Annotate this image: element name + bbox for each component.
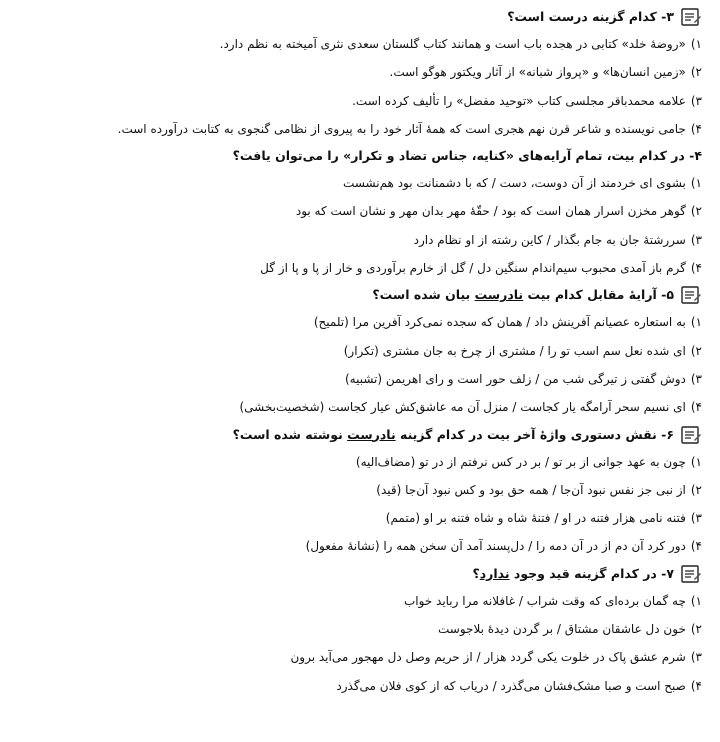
question-3-heading [18,4,702,30]
question-5 [18,282,702,421]
option-4-4[interactable] [18,254,702,282]
option-6-2[interactable] [18,476,702,504]
option-7-4[interactable] [18,672,702,700]
option-number: ۲) [690,65,702,80]
option-number: ۲) [690,343,702,358]
option-3-2[interactable] [18,58,702,86]
option-5-3[interactable] [18,365,702,393]
option-number: ۳) [690,511,702,526]
question-3-title: ۳- کدام گزینه درست است؟ [507,9,674,24]
option-number: ۱) [690,315,702,330]
note-icon [680,564,702,584]
title-part: بیان شده است؟ [372,287,475,303]
option-number: ۴) [690,539,702,554]
note-icon [680,425,702,445]
option-text: گوهر مخزن اسرار همان است که بود / حقّهٔ مهر بدان مهر و نشان است که بود [295,204,686,219]
title-emphasis: نادرست [474,287,524,303]
option-number: ۳) [690,232,702,247]
option-7-2[interactable] [18,615,702,643]
option-6-1[interactable] [18,448,702,476]
question-5-title [372,282,674,308]
option-text: بشوی ای خردمند از آن دوست، دست / که با دشمنانت بود هم‌نشست [343,176,686,191]
option-7-3[interactable] [18,643,702,671]
option-number: ۳) [690,371,702,386]
question-7-title [472,561,674,587]
option-text: جامی نویسنده و شاعر قرن نهم هجری است که همهٔ آثار خود را به پیروی از نظامی گنجوی به کتابت درآورده است. [117,121,686,136]
option-7-1[interactable] [18,587,702,615]
option-text: دور کرد آن دم از در آن دمه را / دل‌پسند آمد آن سخن همه را (نشانهٔ مفعول) [305,539,686,554]
option-number: ۴) [690,678,702,693]
option-number: ۴) [690,261,702,276]
option-6-4[interactable] [18,532,702,560]
option-text: شرم عشق پاک در خلوت یکی گردد هزار / از حریم وصل دل مهجور می‌آید برون [290,650,686,665]
option-4-1[interactable] [18,169,702,197]
option-number: ۱) [690,454,702,469]
option-number: ۳) [690,93,702,108]
option-number: ۱) [690,176,702,191]
option-text: دوش گفتی ز تیرگی شب من / زلف حور است و رای اهریمن (تشبیه) [344,371,686,386]
title-part: ؟ [472,565,480,581]
option-number: ۲) [690,204,702,219]
title-part: نوشته شده است؟ [232,426,348,442]
option-4-2[interactable] [18,197,702,225]
title-emphasis: نادرست [347,426,396,442]
option-text: گرم باز آمدی محبوب سیم‌اندام سنگین دل / گل از خارم برآوردی و خار از پا و پا از گل [260,261,686,276]
option-text: «زمین انسان‌ها» و «پرواز شبانه» از آثار ویکتور هوگو است. [389,65,686,80]
option-5-4[interactable] [18,393,702,421]
option-text: چون به عهد جوانی از بر تو / بر در کس نرفتم از در تو (مضاف‌الیه) [355,454,686,469]
option-text: از نبی جز نفس نبود آن‌جا / همه حق بود و کس نبود آن‌جا (قید) [376,482,686,497]
option-number: ۳) [690,650,702,665]
option-5-1[interactable] [18,308,702,336]
option-4-3[interactable] [18,226,702,254]
option-3-1[interactable] [18,30,702,58]
option-3-3[interactable] [18,87,702,115]
option-text: چه گمان برده‌ای که وقت شراب / غافلانه مرا رباید خواب [403,593,686,608]
question-4-heading [18,143,702,169]
option-text: ای نسیم سحر آرامگه یار کجاست / منزل آن مه عاشق‌کش عیار کجاست (شخصیت‌بخشی) [239,400,686,415]
option-number: ۴) [690,121,702,136]
option-6-3[interactable] [18,504,702,532]
note-icon [680,285,702,305]
title-part: ۷- در کدام گزینه قید وجود [509,565,674,581]
title-part: ۵- آرایهٔ مقابل کدام بیت [523,287,674,303]
question-5-heading [18,282,702,308]
question-6 [18,422,702,561]
option-text: خون دل عاشقان مشتاق / بر گردن دیدهٔ بلاجوست [438,622,686,637]
question-4-title: ۴- در کدام بیت، تمام آرایه‌های «کنایه، جناس تضاد و تکرار» را می‌توان یافت؟ [232,148,702,164]
option-number: ۲) [690,622,702,637]
question-6-heading [18,422,702,448]
option-number: ۲) [690,482,702,497]
option-number: ۱) [690,37,702,51]
option-3-4[interactable] [18,115,702,143]
option-number: ۴) [690,400,702,415]
question-4 [18,143,702,282]
option-number: ۱) [690,593,702,608]
note-icon [680,7,702,27]
option-text: «روضهٔ خلد» کتابی در هجده باب است و همانند کتاب گلستان سعدی نثری آمیخته به نظم دارد. [219,37,686,51]
option-text: سررشتهٔ جان به جام بگذار / کاین رشته از او نظام دارد [413,232,686,247]
option-text: به استعاره عصیانم آفرینش داد / همان که سجده نمی‌کرد آفرین مرا (تلمیح) [313,315,686,330]
option-text: علامه محمدباقر مجلسی کتاب «توحید مفضل» را تألیف کرده است. [352,93,686,108]
option-text: ای شده نعل سم اسب تو را / مشتری از چرخ به جان مشتری (تکرار) [343,343,686,358]
question-7 [18,561,702,700]
option-text: صبح است و صبا مشک‌فشان می‌گذرد / دریاب که از کوی فلان می‌گذرد [336,678,686,693]
option-5-2[interactable] [18,337,702,365]
question-6-title [233,422,674,448]
option-text: فتنه نامی هزار فتنه در او / فتنهٔ شاه و شاه فتنه بر او (متمم) [385,511,686,526]
question-7-heading [18,561,702,587]
title-emphasis: ندارد [479,565,510,581]
title-part: ۶- نقش دستوری واژهٔ آخر بیت در کدام گزینه [395,426,674,442]
question-3 [18,4,702,143]
